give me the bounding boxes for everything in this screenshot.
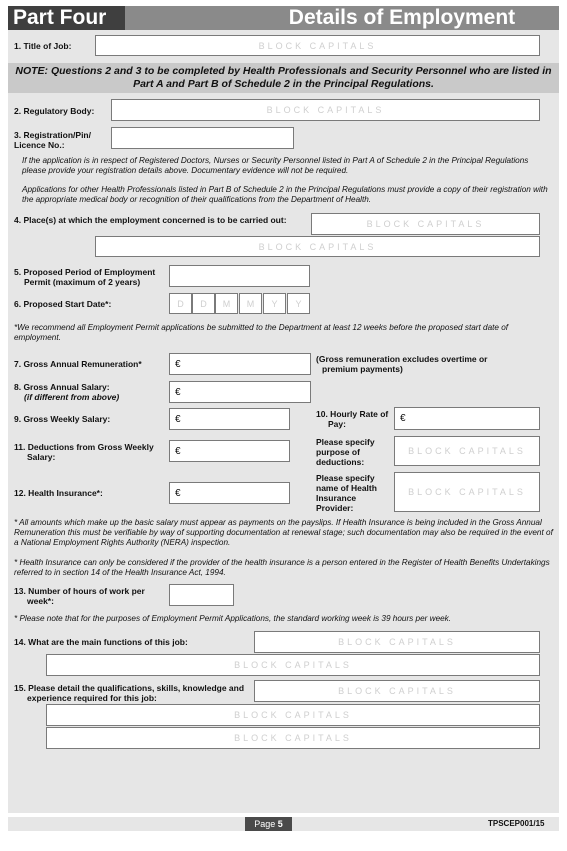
q11-specify-line2: purpose of [316, 447, 360, 457]
q5-label-line1: 5. Proposed Period of Employment [14, 267, 156, 277]
q12-specify-line1: Please specify [316, 473, 375, 483]
q11-label-line2: Salary: [27, 452, 56, 462]
employment-period-input[interactable] [169, 265, 310, 287]
start-date-day-1[interactable]: D [169, 293, 192, 314]
hourly-rate-input[interactable]: € [394, 407, 540, 430]
q14-label: 14. What are the main functions of this job: [14, 637, 188, 647]
q4-label: 4. Place(s) at which the employment concerned is to be carried out: [14, 215, 287, 225]
q12-label: 12. Health Insurance*: [14, 488, 103, 498]
start-date-day-2[interactable]: D [192, 293, 215, 314]
page-title: Details of Employment [125, 6, 559, 30]
health-insurance-input[interactable]: € [169, 482, 290, 504]
q7-note-line2: premium payments) [322, 364, 403, 374]
deductions-purpose-input[interactable]: BLOCK CAPITALS [394, 436, 540, 466]
qualifications-input-1[interactable]: BLOCK CAPITALS [254, 680, 540, 702]
form-code: TPSCEP001/15 [488, 819, 545, 828]
registration-number-input[interactable] [111, 127, 294, 149]
page-number [245, 817, 292, 831]
q2-label: 2. Regulatory Body: [14, 106, 95, 116]
employment-place-input-2[interactable]: BLOCK CAPITALS [95, 236, 540, 257]
q15-label-line1: 15. Please detail the qualifications, skills, knowledge and [14, 683, 245, 693]
page-label: Page [254, 819, 276, 829]
q7-note-line1: (Gross remuneration excludes overtime or [316, 354, 488, 364]
q15-label-line2: experience required for this job: [27, 693, 157, 703]
info-submission-timing: *We recommend all Employment Permit applications be submitted to the Department at least 12 weeks before the proposed start date of employment. [14, 323, 509, 342]
job-title-input[interactable]: BLOCK CAPITALS [95, 35, 540, 56]
q13-label-line2: week*: [27, 596, 54, 606]
info-health-insurance: * Health Insurance can only be considered if the provider of the health insurance is a person entered in the Register of Health Benefits Undertakings referred to in section 14 of the Health Insurance Act, 1994. [14, 558, 550, 577]
health-insurance-provider-input[interactable]: BLOCK CAPITALS [394, 472, 540, 512]
gross-annual-salary-input[interactable]: € [169, 381, 311, 403]
q12-specify-line4: Provider: [316, 503, 354, 513]
page-number-value: 5 [277, 819, 283, 829]
q12-specify-line3: Insurance [316, 493, 357, 503]
q12-specify-line2: name of Health [316, 483, 377, 493]
info-standard-week: * Please note that for the purposes of Employment Permit Applications, the standard working week is 39 hours per week. [14, 614, 452, 623]
q10-label-line2: Pay: [328, 419, 346, 429]
info-registered-professionals: If the application is in respect of Registered Doctors, Nurses or Security Personnel listed in Part A of Schedule 2 in the Principal Regulations please provide your registration details above. Documentary evidence will not be required. [22, 156, 529, 175]
q8-label-line2: (if different from above) [24, 392, 120, 402]
q11-specify-line1: Please specify [316, 437, 375, 447]
qualifications-input-3[interactable]: BLOCK CAPITALS [46, 727, 540, 749]
employment-place-input-1[interactable]: BLOCK CAPITALS [311, 213, 540, 235]
q11-specify-line3: deductions: [316, 457, 365, 467]
q10-label-line1: 10. Hourly Rate of [316, 409, 389, 419]
start-date-year-2[interactable]: Y [287, 293, 310, 314]
job-functions-input-2[interactable]: BLOCK CAPITALS [46, 654, 540, 676]
job-functions-input-1[interactable]: BLOCK CAPITALS [254, 631, 540, 653]
regulatory-body-input[interactable]: BLOCK CAPITALS [111, 99, 540, 121]
q11-label-line1: 11. Deductions from Gross Weekly [14, 442, 154, 452]
note-banner: NOTE: Questions 2 and 3 to be completed by Health Professionals and Security Personnel who are listed in Part A and Part B of Schedule 2 in the Principal Regulations. [8, 63, 559, 93]
info-other-professionals: Applications for other Health Professionals listed in Part B of Schedule 2 in the Principal Regulations must provide a copy of their registration with the appropriate medical body or recognition of their qualifications from the Department of Health. [22, 185, 548, 204]
start-date-month-2[interactable]: M [239, 293, 262, 314]
q9-label: 9. Gross Weekly Salary: [14, 414, 111, 424]
q5-label-line2: Permit (maximum of 2 years) [24, 277, 141, 287]
q3-label-line2: Licence No.: [14, 140, 65, 150]
q3-label-line1: 3. Registration/Pin/ [14, 130, 91, 140]
q8-label-line1: 8. Gross Annual Salary: [14, 382, 110, 392]
start-date-month-1[interactable]: M [215, 293, 238, 314]
q1-label: 1. Title of Job: [14, 41, 72, 51]
gross-weekly-salary-input[interactable]: € [169, 408, 290, 430]
start-date-year-1[interactable]: Y [263, 293, 286, 314]
q13-label-line1: 13. Number of hours of work per [14, 586, 145, 596]
hours-per-week-input[interactable] [169, 584, 234, 606]
gross-annual-remuneration-input[interactable]: € [169, 353, 311, 375]
part-label: Part Four [8, 6, 125, 30]
qualifications-input-2[interactable]: BLOCK CAPITALS [46, 704, 540, 726]
info-salary-payslips: * All amounts which make up the basic salary must appear as payments on the payslips. If Health Insurance is being included in the Gross Annual Remuneration this must be verifiable by way of supporting documentation at renewal stage; such documentation may also be required in the event of a National Employment Rights Authority (NERA) inspection. [14, 518, 553, 547]
deductions-input[interactable]: € [169, 440, 290, 462]
q7-label: 7. Gross Annual Remuneration* [14, 359, 142, 369]
q6-label: 6. Proposed Start Date*: [14, 299, 112, 309]
